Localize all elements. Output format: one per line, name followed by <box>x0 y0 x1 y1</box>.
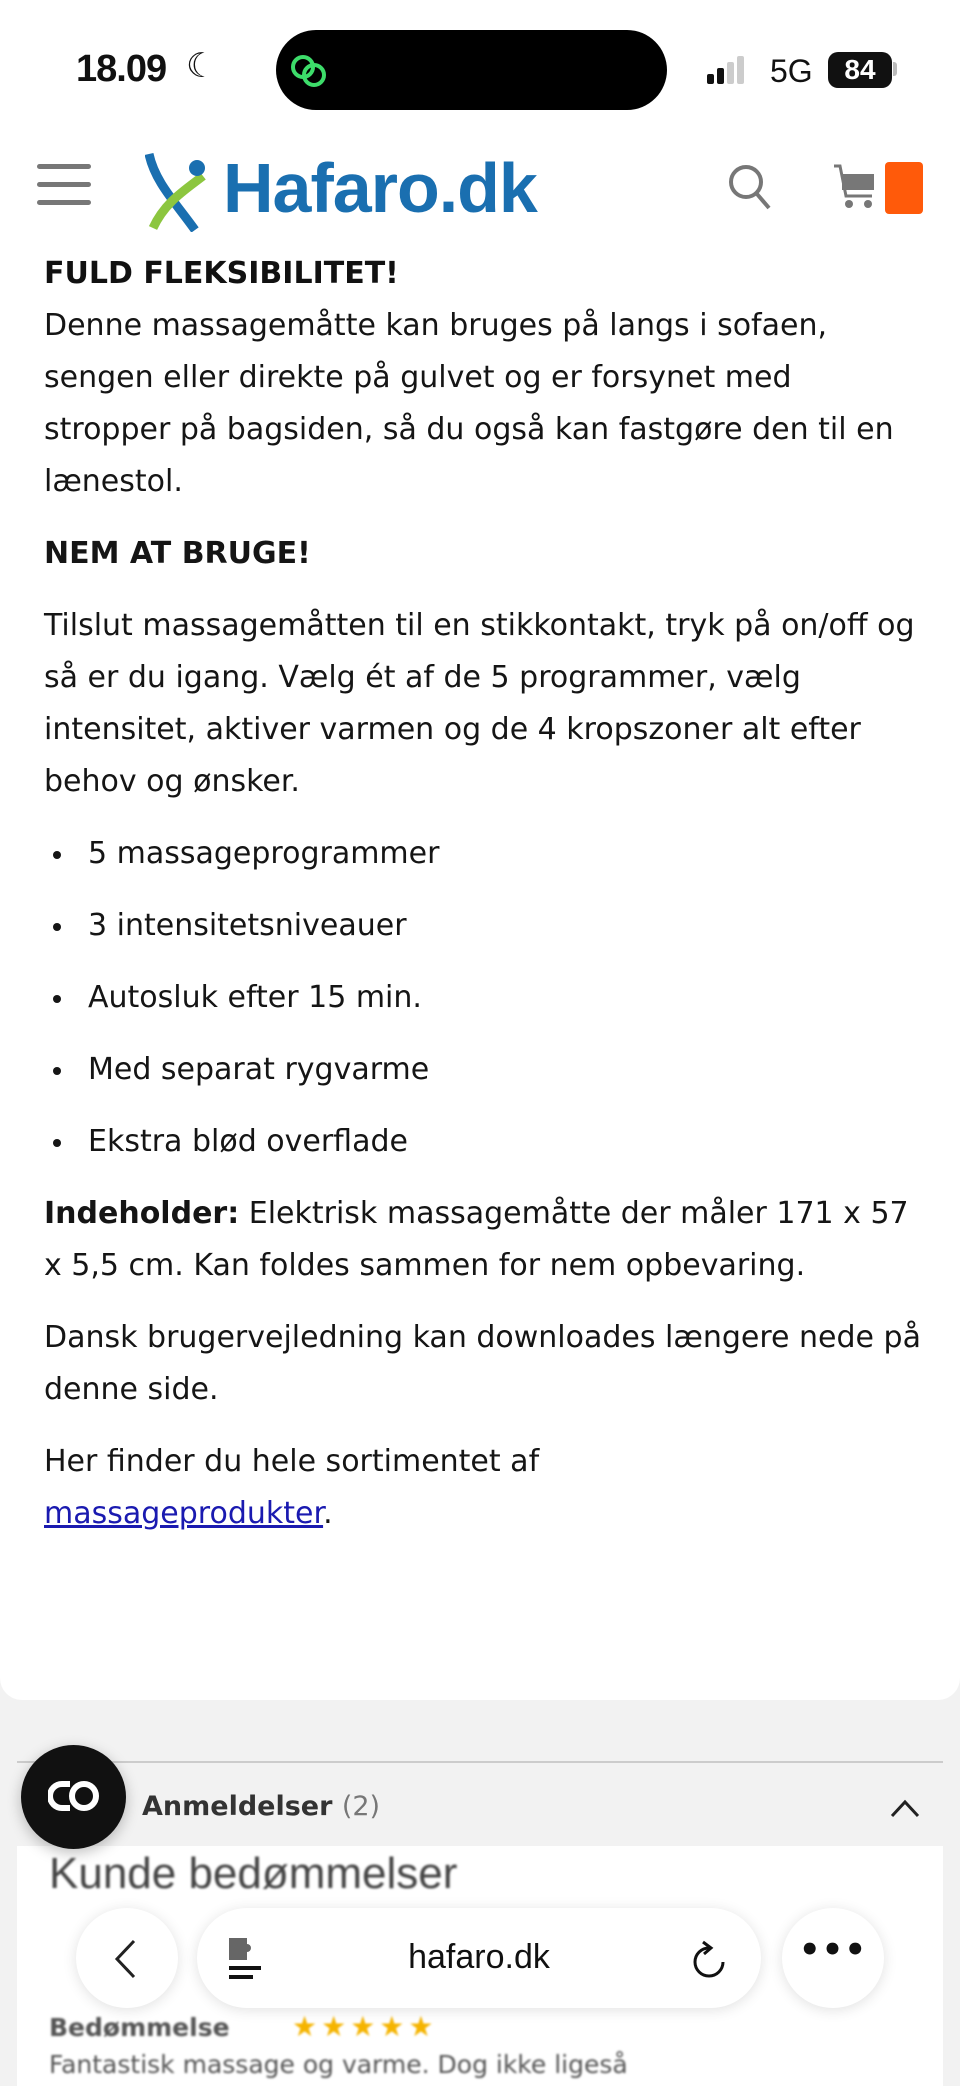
accordion-label: Anmeldelser <box>142 1791 333 1822</box>
site-logo[interactable] <box>145 149 570 232</box>
logo-text: Hafaro.dk <box>223 149 537 227</box>
list-item: Ekstra blød overflade <box>44 1116 924 1168</box>
contents-paragraph <box>44 1188 924 1292</box>
cart-badge <box>885 162 923 214</box>
chevron-left-icon <box>112 1938 138 1980</box>
contents-text: Elektrisk massagemåtte der måler 171 x 57 x 5,5 cm. Kan foldes sammen for nem opbevaring. <box>44 1196 909 1283</box>
contents-label: Indeholder: <box>44 1196 240 1231</box>
rating-stars: ★★★★★ <box>292 2010 438 2043</box>
rating-label: Bedømmelse <box>49 2013 230 2042</box>
dynamic-island <box>276 30 667 110</box>
paragraph: Tilslut massagemåtten til en stikkontakt, tryk på on/off og så er du igang. Vælg ét af de 5 programmer, vælg intensitet, aktiver varmen og de 4 kropszoner alt efter behov og ønsker. <box>44 608 915 799</box>
cart-button[interactable] <box>832 162 928 218</box>
review-snippet: Fantastisk massage og varme. Dog ikke ligeså <box>49 2050 628 2079</box>
chain-link-icon <box>48 1778 100 1816</box>
battery-icon <box>828 52 892 88</box>
address-bar[interactable] <box>197 1908 761 2008</box>
reviews-accordion-header[interactable] <box>17 1775 943 1845</box>
battery-tip <box>893 62 897 76</box>
product-description <box>44 300 924 1560</box>
cut-heading: FULD FLEKSIBILITET! <box>44 256 399 291</box>
massage-products-link[interactable]: massageprodukter <box>44 1496 324 1531</box>
back-button[interactable] <box>76 1908 178 2008</box>
more-icon: ••• <box>798 1930 868 1970</box>
site-header <box>0 126 960 246</box>
reviews-title: Kunde bedømmelser <box>49 1849 458 1898</box>
more-button[interactable] <box>782 1908 884 2008</box>
assortment-text: Her finder du hele sortimentet af <box>44 1444 540 1479</box>
list-item: 3 intensitetsniveauer <box>44 900 924 952</box>
accordion-label-wrap <box>142 1791 380 1822</box>
review-count: (2) <box>341 1791 381 1822</box>
cart-icon <box>832 162 878 212</box>
status-bar <box>0 0 960 126</box>
search-icon[interactable] <box>726 162 774 212</box>
floating-widget-button[interactable] <box>21 1745 126 1849</box>
moon-icon: ☾ <box>186 46 217 86</box>
list-item: Autosluk efter 15 min. <box>44 972 924 1024</box>
url-text: hafaro.dk <box>408 1938 550 1976</box>
clock: 18.09 <box>76 48 167 90</box>
chevron-up-icon <box>889 1797 921 1819</box>
divider <box>17 1761 943 1763</box>
paragraph: Denne massagemåtte kan bruges på langs i sofaen, sengen eller direkte på gulvet og er forsynet med stropper på bagsiden, så du også kan fastgøre den til en lænestol. <box>44 308 894 499</box>
battery-level: 84 <box>844 54 876 85</box>
list-item: 5 massageprogrammer <box>44 828 924 880</box>
logo-figure-icon <box>145 152 215 232</box>
link-activity-icon <box>288 50 330 92</box>
assortment-paragraph <box>44 1436 604 1540</box>
period: . <box>323 1496 333 1531</box>
list-item: Med separat rygvarme <box>44 1044 924 1096</box>
feature-list <box>44 828 924 1168</box>
manual-paragraph: Dansk brugervejledning kan downloades længere nede på denne side. <box>44 1320 921 1407</box>
network-label: 5G <box>770 53 813 89</box>
section-heading: NEM AT BRUGE! <box>44 536 311 571</box>
reload-icon[interactable] <box>691 1940 727 1980</box>
signal-icon <box>707 56 747 86</box>
hamburger-menu-button[interactable] <box>37 164 91 206</box>
